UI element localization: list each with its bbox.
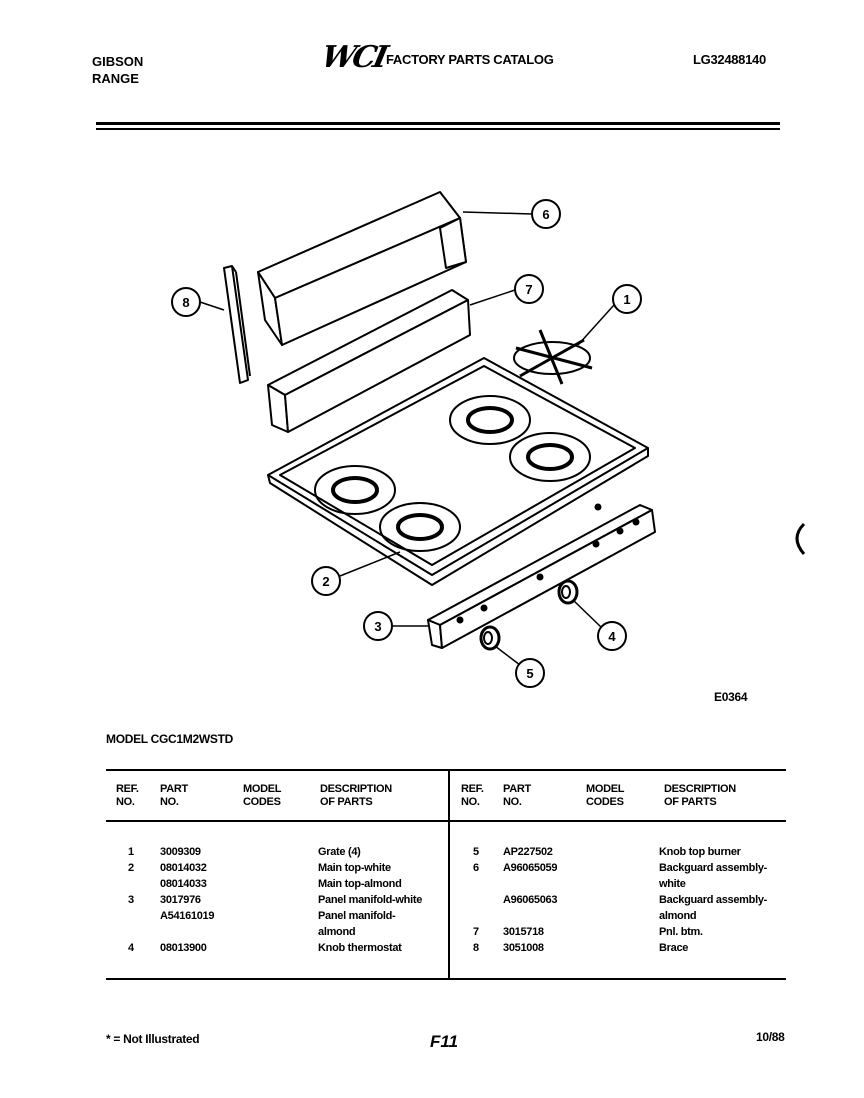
svg-text:8: 8 [182,295,190,310]
catalog-title: FACTORY PARTS CATALOG [386,52,554,67]
table-top-rule [106,769,786,771]
table-row: 1 [128,846,134,858]
model-label: MODEL CGC1M2WSTD [106,732,233,746]
col-part-right: PART NO. [503,783,531,808]
parts-left-part: 3009309 08014032 08014033 3017976 A54161019 08013900 [160,846,215,954]
parts-left-ref [128,844,134,956]
knob-thermostat [559,581,577,603]
col-desc-right: DESCRIPTION OF PARTS [664,783,736,808]
callout-5 [516,659,544,687]
table-divider [448,771,450,978]
page-number: F11 [430,1032,459,1051]
header-rule-bottom [96,128,780,130]
col-model-right: MODEL CODES [586,783,625,808]
table-row: 3 [128,894,134,906]
table-row: 4 [128,942,134,954]
table-row: 2 [128,862,134,874]
callout-2 [312,567,340,595]
parts-right-desc: Knob top burner Backguard assembly- white Backguard assembly- almond Pnl. btm. Brace [659,846,768,954]
col-model-left: MODEL CODES [243,783,282,808]
svg-text:1: 1 [623,292,631,307]
grate [514,330,592,384]
col-ref-right: REF. NO. [461,783,484,808]
knob-top-burner [481,627,499,649]
svg-text:2: 2 [322,574,330,589]
header-underline-right [450,820,786,822]
svg-text:3: 3 [374,619,382,634]
wci-logo: WCI [318,40,389,75]
callout-4 [598,622,626,650]
table-bottom-rule [106,978,786,980]
diagram-code: E0364 [714,690,748,704]
table-row [128,876,134,892]
exploded-parts-diagram [150,180,820,710]
callout-6 [532,200,560,228]
callout-7 [515,275,543,303]
svg-text:4: 4 [608,629,616,644]
callout-8 [172,288,200,316]
table-row [128,908,134,924]
parts-right-ref: 5 6 7 8 [473,846,479,954]
svg-text:5: 5 [526,666,534,681]
col-ref-left: REF. NO. [116,783,139,808]
brand-name: GIBSON [92,54,144,69]
svg-text:6: 6 [542,207,550,222]
col-desc-left: DESCRIPTION OF PARTS [320,783,392,808]
table-row [128,924,134,940]
svg-text:7: 7 [525,282,533,297]
header-underline-left [106,820,448,822]
brace [224,266,250,383]
col-part-left: PART NO. [160,783,188,808]
brand-block [92,53,143,87]
callout-3 [364,612,392,640]
product-type: RANGE [92,71,139,86]
callout-1 [613,285,641,313]
parts-right-part: AP227502 A96065059 A96065063 3015718 3051008 [503,846,558,954]
revision-date: 10/88 [756,1030,785,1044]
parts-left-desc: Grate (4) Main top-white Main top-almond Panel manifold-white Panel manifold- almond Knob thermostat [318,846,423,954]
scan-mark [788,522,808,556]
catalog-number: LG32488140 [693,52,766,67]
header-rule-top [96,122,780,125]
not-illustrated-note: * = Not Illustrated [106,1032,200,1046]
